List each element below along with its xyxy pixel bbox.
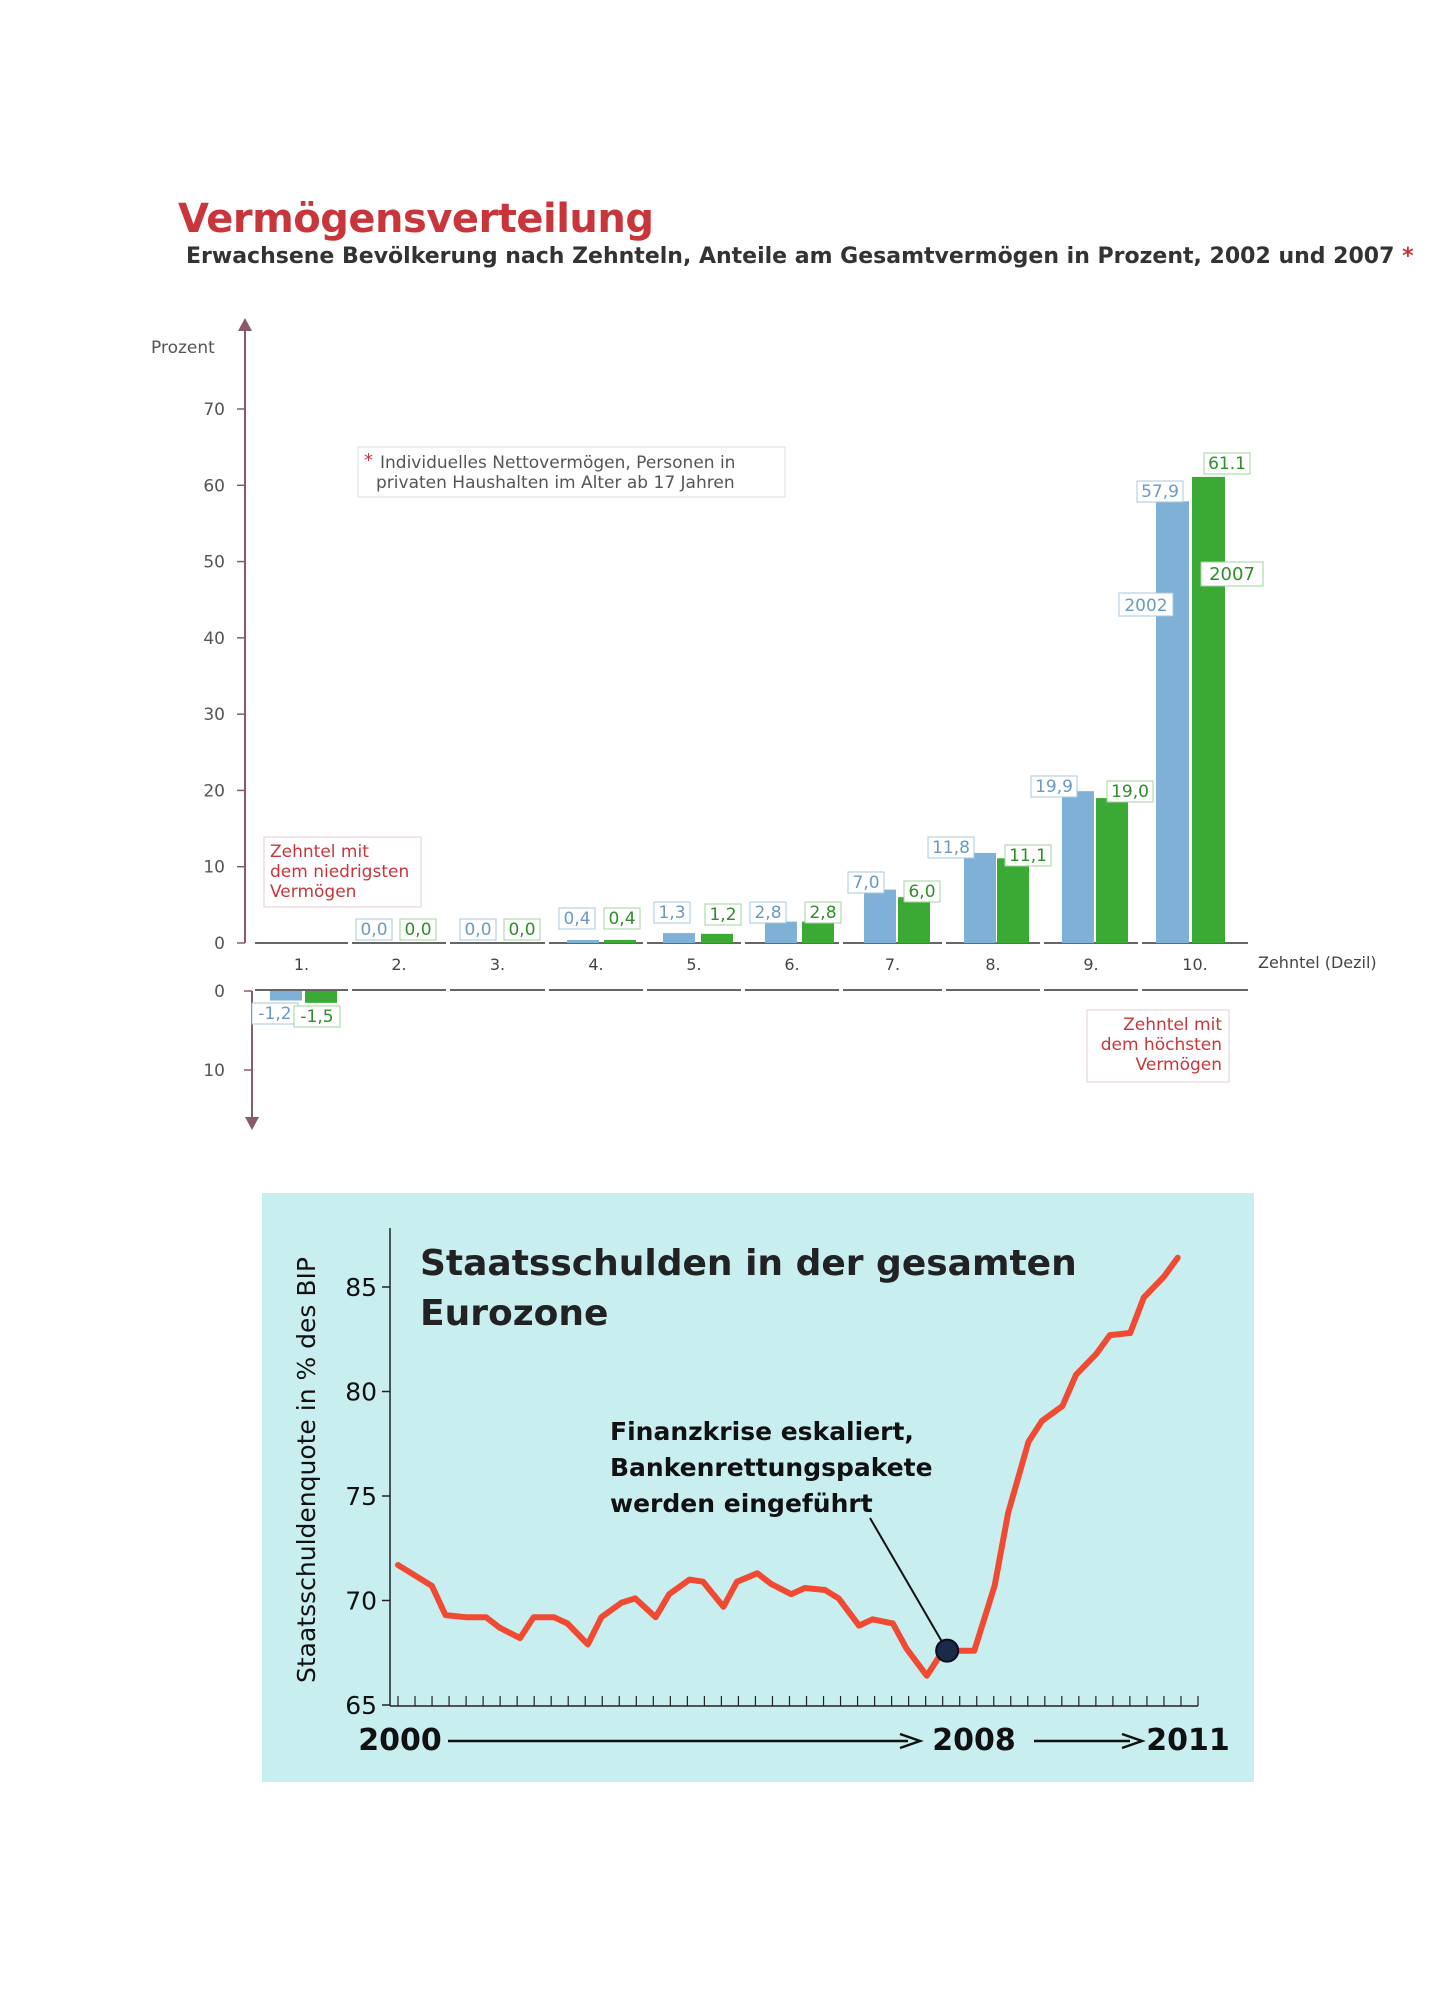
data-label-2002: 19,9 [1035,777,1073,797]
data-label-2007: 61.1 [1208,454,1246,474]
data-label-2007: 0,0 [404,920,432,940]
highest-decile-note-line: Vermögen [1135,1055,1222,1075]
data-label-2002: -1,2 [258,1004,292,1024]
y-tick-label: 50 [203,552,225,573]
debt-y-tick-label: 70 [345,1586,377,1616]
debt-y-axis-label: Staatsschuldenquote in % des BIP [292,1256,321,1684]
debt-y-tick-label: 85 [345,1273,377,1302]
data-label-2007: -1,5 [300,1007,334,1027]
data-label-2007: 1,2 [709,905,737,925]
debt-chart-title-line-2: Eurozone [420,1293,609,1334]
data-label-2002: 0,0 [464,920,492,940]
x-label-2008: 2008 [932,1723,1016,1758]
wealth-chart-title: Vermögensverteilung [178,196,654,242]
y-tick-label: 10 [203,1061,225,1081]
x-label-2011: 2011 [1146,1723,1230,1758]
annotation-point-marker [936,1640,958,1662]
y-tick-label: 0 [214,982,225,1002]
y-tick-label: 10 [203,857,225,878]
data-label-2007: 6,0 [908,882,936,902]
data-label-2007: 2,8 [809,903,837,923]
wealth-chart-subtitle-text: Erwachsene Bevölkerung nach Zehnteln, Anteile am Gesamtvermögen in Prozent, 2002 und 2007 [186,244,1395,269]
x-axis-label: Zehntel (Dezil) [1258,953,1377,972]
data-label-2007: 19,0 [1111,782,1149,802]
y-tick-label: 40 [203,628,225,649]
category-label: 7. [884,955,901,974]
data-label-2002: 2,8 [754,903,782,923]
highest-decile-note-line: Zehntel mit [1123,1015,1222,1035]
footnote-line-1: Individuelles Nettovermögen, Personen in [380,453,736,473]
lowest-decile-note-line: Zehntel mit [270,842,369,862]
category-label: 2. [391,955,407,974]
debt-y-tick-label: 80 [345,1377,377,1407]
data-label-2007: 0,4 [608,909,636,929]
category-label: 10. [1182,955,1208,974]
annotation-text-line: Bankenrettungspakete [610,1453,933,1482]
category-label: 8. [985,955,1001,974]
y-tick-label: 0 [214,934,225,954]
data-label-2002: 57,9 [1141,482,1179,502]
data-label-2002: 1,3 [658,903,686,923]
highest-decile-note-line: dem höchsten [1100,1035,1222,1055]
y-tick-label: 60 [203,476,225,497]
footnote-line-2: privaten Haushalten im Alter ab 17 Jahren [376,473,735,493]
annotation-text-line: Finanzkrise eskaliert, [610,1417,914,1446]
category-label: 3. [489,955,506,974]
y-tick-label: 30 [203,705,225,726]
footnote-star-marker: * [1402,244,1414,269]
category-label: 5. [686,955,702,974]
y-tick-label: 70 [203,400,225,420]
data-label-2007: 0,0 [508,920,536,940]
category-label: 6. [784,955,800,974]
data-label-2007: 11,1 [1009,846,1047,866]
data-label-2002: 7,0 [852,873,880,893]
category-label: 4. [588,955,604,974]
y-tick-label: 20 [203,781,225,802]
data-label-2002: 11,8 [932,838,970,858]
lowest-decile-note-line: dem niedrigsten [270,862,410,882]
x-label-2000: 2000 [358,1723,442,1758]
legend-2002-label: 2002 [1124,596,1168,616]
lowest-decile-note-line: Vermögen [270,882,357,902]
debt-chart-title-line-1: Staatsschulden in der gesamten [420,1243,1077,1284]
category-label: 9. [1083,955,1099,974]
debt-y-tick-label: 65 [345,1691,377,1720]
data-label-2002: 0,4 [563,909,591,929]
category-label: 1. [293,955,310,974]
annotation-text-line: werden eingeführt [610,1489,873,1518]
data-label-2002: 0,0 [360,920,388,940]
legend-2007-label: 2007 [1209,564,1255,585]
debt-y-tick-label: 75 [345,1482,377,1511]
y-axis-label: Prozent [151,338,215,358]
footnote-marker: * [364,450,373,471]
